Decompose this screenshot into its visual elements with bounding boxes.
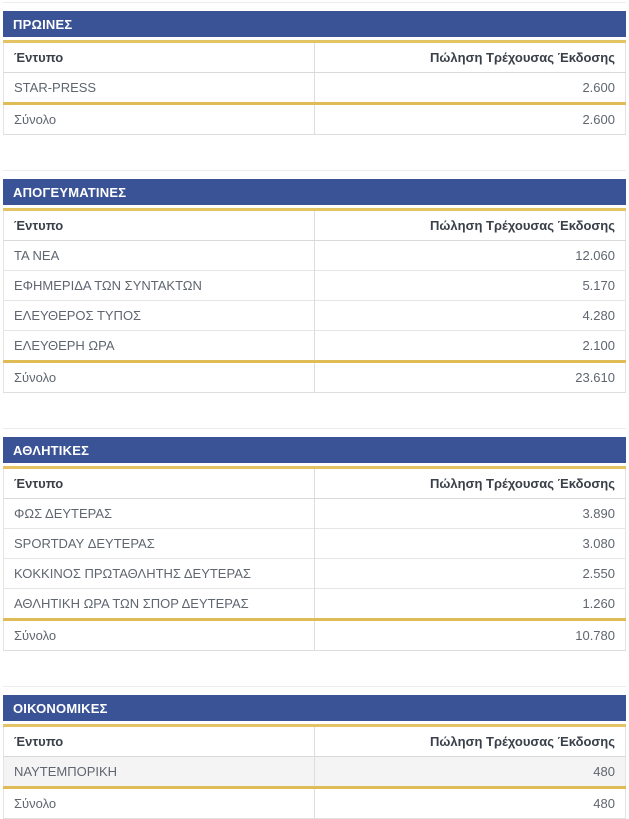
- table-row: [4, 271, 626, 301]
- publication-sales-value: 1.260: [315, 589, 626, 620]
- table-row: [4, 301, 626, 331]
- circulation-table: [3, 208, 626, 393]
- section-title: ΠΡΩΙΝΕΣ: [13, 17, 73, 32]
- table-row: [4, 499, 626, 529]
- circulation-table: [3, 466, 626, 651]
- column-header-current-issue-sales: Πώληση Τρέχουσας Έκδοσης: [315, 726, 626, 757]
- total-row: [4, 620, 626, 651]
- publication-sales-value: 4.280: [315, 301, 626, 331]
- column-header-publication: Έντυπο: [4, 468, 315, 499]
- table-row: [4, 559, 626, 589]
- table-row: [4, 331, 626, 362]
- total-row: [4, 362, 626, 393]
- publication-name: ΕΛΕΥΘΕΡΟΣ ΤΥΠΟΣ: [4, 301, 315, 331]
- publication-sales-value: 480: [315, 757, 626, 788]
- circulation-table: [3, 724, 626, 819]
- table-body: [4, 757, 626, 788]
- publication-name: SPORTDAY ΔΕΥΤΕΡΑΣ: [4, 529, 315, 559]
- publication-name: ΦΩΣ ΔΕΥΤΕΡΑΣ: [14, 506, 113, 521]
- column-header-publication: Έντυπο: [4, 42, 315, 73]
- publication-name: STAR-PRESS: [14, 80, 97, 95]
- column-header-publication: Έντυπο: [4, 210, 315, 241]
- total-row: [4, 104, 626, 135]
- column-header-current-issue-sales: Πώληση Τρέχουσας Έκδοσης: [315, 210, 626, 241]
- section-header-bar: [3, 695, 626, 721]
- total-value: 23.610: [315, 362, 626, 393]
- newspaper-category-section: [3, 170, 626, 393]
- column-header-publication: Έντυπο: [4, 726, 315, 757]
- table-header-row: [4, 468, 626, 499]
- section-header-bar: [3, 179, 626, 205]
- column-header-current-issue-sales: Πώληση Τρέχουσας Έκδοσης: [315, 42, 626, 73]
- publication-name: ΕΛΕΥΘΕΡΗ ΩΡΑ: [4, 331, 315, 362]
- newspaper-category-section: [3, 2, 626, 135]
- total-value: 480: [315, 788, 626, 819]
- section-title: ΑΠΟΓΕΥΜΑΤΙΝΕΣ: [13, 185, 127, 200]
- publication-sales-value: 2.600: [315, 73, 626, 104]
- total-label: Σύνολο: [4, 362, 315, 393]
- publication-sales-value: 2.100: [315, 331, 626, 362]
- section-header-bar: [3, 437, 626, 463]
- table-header-row: [4, 726, 626, 757]
- total-label: Σύνολο: [4, 104, 315, 135]
- section-title: ΑΘΛΗΤΙΚΕΣ: [13, 443, 90, 458]
- circulation-table: [3, 40, 626, 135]
- total-row: [4, 788, 626, 819]
- publication-sales-value: 3.080: [315, 529, 626, 559]
- table-row: [4, 589, 626, 620]
- publication-sales-value: 12.060: [315, 241, 626, 271]
- publication-name: ΝΑΥΤΕΜΠΟΡΙΚΗ: [4, 757, 315, 788]
- newspaper-category-section: [3, 428, 626, 651]
- publication-sales-value: 3.890: [315, 499, 626, 529]
- table-row: [4, 757, 626, 788]
- table-row: [4, 241, 626, 271]
- table-body: [4, 499, 626, 620]
- publication-name: ΤΑ ΝΕΑ: [14, 248, 60, 263]
- table-body: [4, 73, 626, 104]
- table-row: [4, 73, 626, 104]
- section-title: ΟΙΚΟΝΟΜΙΚΕΣ: [13, 701, 108, 716]
- table-header-row: [4, 42, 626, 73]
- publication-name: ΚΟΚΚΙΝΟΣ ΠΡΩΤΑΘΛΗΤΗΣ ΔΕΥΤΕΡΑΣ: [4, 559, 315, 589]
- table-body: [4, 241, 626, 362]
- publication-sales-value: 5.170: [315, 271, 626, 301]
- column-header-current-issue-sales: Πώληση Τρέχουσας Έκδοσης: [315, 468, 626, 499]
- newspaper-category-section: [3, 686, 626, 819]
- total-value: 10.780: [315, 620, 626, 651]
- section-header-bar: [3, 11, 626, 37]
- table-row: [4, 529, 626, 559]
- total-label: Σύνολο: [4, 620, 315, 651]
- publication-sales-value: 2.550: [315, 559, 626, 589]
- publication-name: ΑΘΛΗΤΙΚΗ ΩΡΑ ΤΩΝ ΣΠΟΡ ΔΕΥΤΕΡΑΣ: [4, 589, 315, 620]
- total-value: 2.600: [315, 104, 626, 135]
- publication-name: ΕΦΗΜΕΡΙΔΑ ΤΩΝ ΣΥΝΤΑΚΤΩΝ: [4, 271, 315, 301]
- total-label: Σύνολο: [4, 788, 315, 819]
- table-header-row: [4, 210, 626, 241]
